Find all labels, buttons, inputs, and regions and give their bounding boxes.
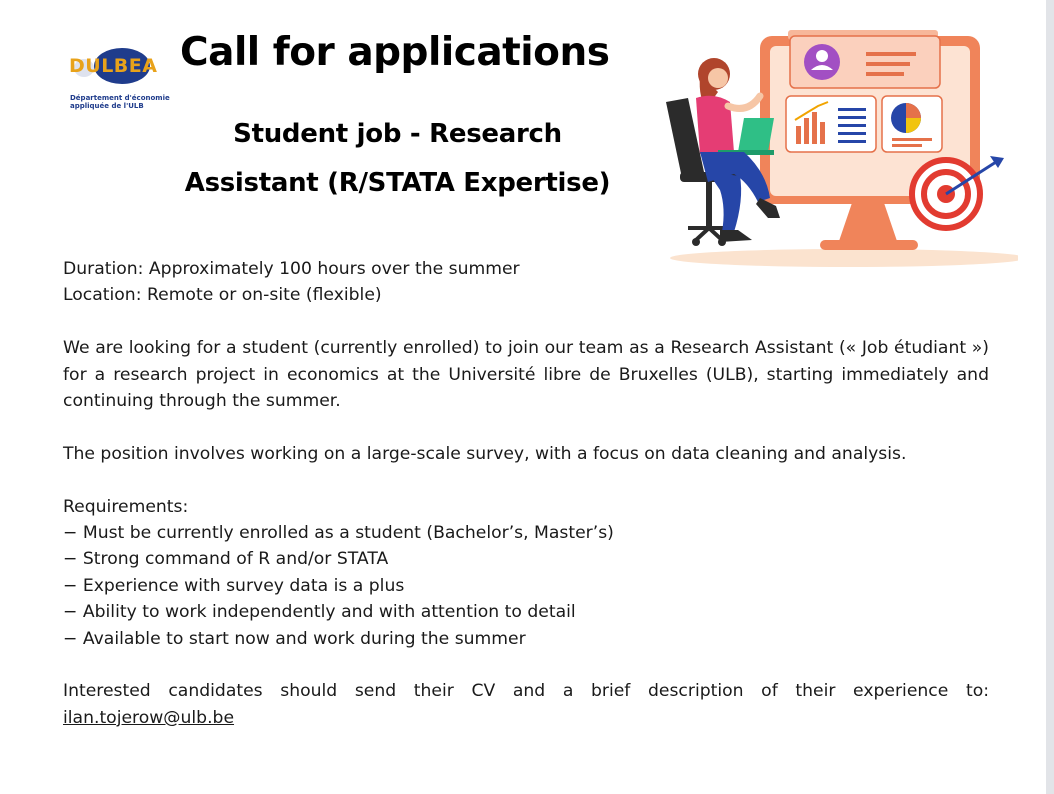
job-title [150,110,645,208]
requirement-item: − Must be currently enrolled as a student (Bachelor’s, Master’s) [63,523,614,544]
contact-text: Interested candidates should send their CV and a brief description of their experience to: [63,681,989,702]
job-title-line2: Assistant (R/STATA Expertise) [184,168,611,198]
duration-line: Duration: Approximately 100 hours over the summer [63,259,520,279]
contact-paragraph [63,678,989,704]
logo-subtitle [70,94,170,110]
contact-email-line [63,705,989,731]
requirements-heading: Requirements: [63,496,189,517]
logo-subtitle-line2: appliquée de l'ULB [70,102,144,110]
requirement-item: − Strong command of R and/or STATA [63,549,389,570]
contact-email-link[interactable]: ilan.tojerow@ulb.be [63,707,235,728]
logo-wordmark: DULBEA [69,55,158,77]
page-title: Call for applications [180,30,610,75]
analyst-illustration [648,22,1018,270]
logo-subtitle-line1: Département d'économie [70,94,170,102]
requirement-item: − Available to start now and work during the summer [63,628,526,649]
announcement-body [63,256,989,731]
dulbea-logo [64,40,170,112]
requirement-item: − Ability to work independently and with attention to detail [63,602,576,623]
position-paragraph: The position involves working on a large-scale survey, with a focus on data cleaning and analysis. [63,443,907,464]
location-line: Location: Remote or on-site (flexible) [63,285,382,306]
intro-paragraph: We are looking for a student (currently enrolled) to join our team as a Research Assistant (« Job étudiant ») for a research project in economics at the Université libre de Bruxelles (ULB), starting immediately and continuing through the summer. [63,338,989,412]
page-frame-edge [1046,0,1054,794]
requirement-item: − Experience with survey data is a plus [63,575,405,596]
job-title-line1: Student job - Research [233,119,562,149]
